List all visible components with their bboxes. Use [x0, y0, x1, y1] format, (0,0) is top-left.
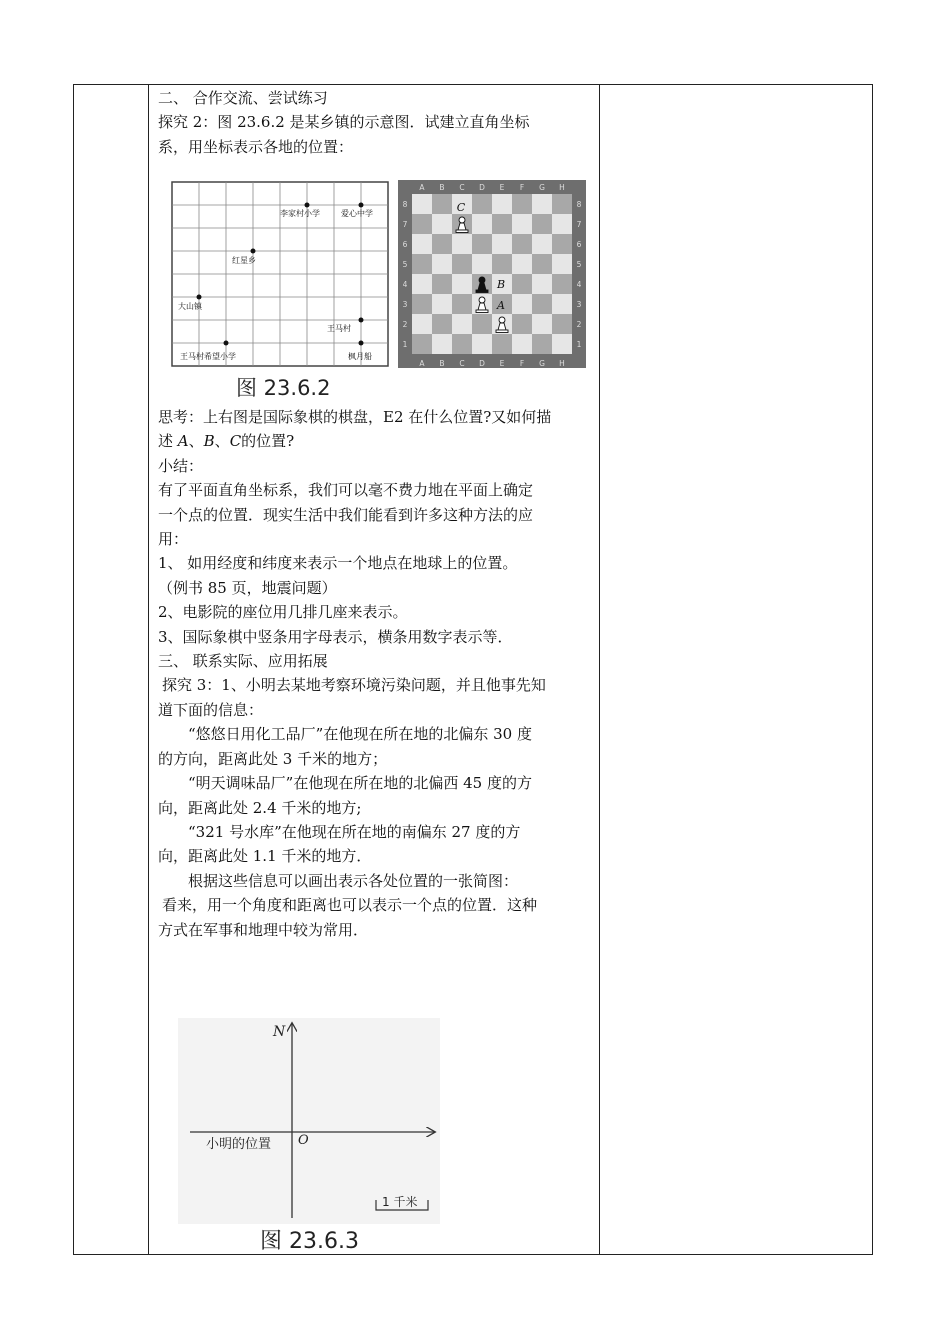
- chess-square: [552, 234, 572, 254]
- scale-label: 1 千米: [382, 1195, 418, 1209]
- chess-square: [532, 254, 552, 274]
- figure-caption-23-6-2: 图 23.6.2: [236, 376, 331, 400]
- chess-rank-label: 3: [576, 300, 582, 309]
- chess-square: [552, 294, 572, 314]
- conclude-line2: 方式在军事和地理中较为常用．: [158, 920, 369, 939]
- chess-square: [432, 334, 452, 354]
- label-lijiacun: 李家村小学: [280, 209, 320, 218]
- section2-heading: 二、 合作交流、尝试练习: [158, 89, 328, 107]
- label-hongxing: 红星乡: [232, 256, 256, 265]
- chess-square: [412, 314, 432, 334]
- summary-item1: 1、 如用经度和纬度来表示一个地点在地球上的位置。: [158, 554, 518, 573]
- lesson-content-2: [158, 405, 593, 942]
- info1-line1: “悠悠日用化工品厂”在他现在所在地的北偏东 30 度: [188, 725, 532, 744]
- chess-square: [432, 314, 452, 334]
- chess-square: [552, 334, 572, 354]
- town-map-figure: [170, 180, 392, 370]
- chess-square: [472, 234, 492, 254]
- chess-square: [492, 234, 512, 254]
- chess-square: [552, 254, 572, 274]
- chess-square: [472, 254, 492, 274]
- think-line2: 述 A、B、C的位置?: [158, 432, 295, 451]
- chess-label-a: A: [497, 299, 505, 312]
- info2-line2: 向，距离此处 2.4 千米的地方;: [158, 798, 362, 817]
- chess-rank-label: 6: [402, 240, 408, 249]
- chess-square: [492, 194, 512, 214]
- chess-file-label: D: [479, 359, 485, 368]
- chess-square: [472, 314, 492, 334]
- summary-p3: 用：: [158, 530, 189, 549]
- conclude-line1: 看来，用一个角度和距离也可以表示一个点的位置．这种: [162, 896, 538, 915]
- draw-sentence: 根据这些信息可以画出表示各处位置的一张简图：: [188, 871, 519, 890]
- chess-square: [412, 254, 432, 274]
- chess-rank-label: 8: [402, 200, 408, 209]
- chess-file-label: A: [419, 359, 425, 368]
- chess-file-label: H: [559, 183, 565, 192]
- chess-square: [512, 294, 532, 314]
- chess-file-label: B: [439, 359, 445, 368]
- chess-rank-label: 8: [576, 200, 582, 209]
- info3-line1: “321 号水库”在他现在所在地的南偏东 27 度的方: [188, 822, 521, 841]
- chess-square: [492, 334, 512, 354]
- chessboard-squares: [412, 194, 572, 354]
- chess-rank-label: 5: [402, 260, 408, 269]
- info3-line2: 向，距离此处 1.1 千米的地方．: [158, 847, 372, 866]
- north-label: N: [273, 1024, 286, 1040]
- label-aixin: 爱心中学: [341, 209, 373, 218]
- chess-square: [512, 194, 532, 214]
- summary-item3: 3、国际象棋中竖条用字母表示，横条用数字表示等．: [158, 627, 513, 646]
- think-line1: 思考：上右图是国际象棋的棋盘，E2 在什么位置?又如何描: [158, 408, 552, 426]
- info2-line1: “明天调味品厂”在他现在所在地的北偏西 45 度的方: [188, 774, 532, 793]
- point-lijiacun: [305, 203, 310, 208]
- point-dashan: [197, 295, 202, 300]
- chess-square: [452, 294, 472, 314]
- chess-square: [472, 334, 492, 354]
- chess-rank-label: 1: [576, 340, 582, 349]
- chess-square: [552, 274, 572, 294]
- chess-square: [452, 234, 472, 254]
- column-divider-1: [148, 85, 149, 1254]
- chess-square: [432, 254, 452, 274]
- chess-rank-label: 2: [402, 320, 408, 329]
- chess-square: [552, 314, 572, 334]
- chess-rank-label: 2: [576, 320, 582, 329]
- chess-file-label: H: [559, 359, 565, 368]
- chess-square: [452, 334, 472, 354]
- chess-square: [432, 194, 452, 214]
- chess-square: [412, 334, 432, 354]
- chess-rank-label: 4: [402, 280, 408, 289]
- point-fengyue: [359, 341, 364, 346]
- chess-rank-label: 7: [576, 220, 582, 229]
- chess-square: [532, 274, 552, 294]
- figure-caption-23-6-3: 图 23.6.3: [260, 1229, 359, 1254]
- chess-square: [492, 214, 512, 234]
- chess-square: [532, 334, 552, 354]
- chess-square: [412, 294, 432, 314]
- summary-p2: 一个点的位置．现实生活中我们能看到许多这种方法的应: [158, 505, 534, 524]
- summary-p1: 有了平面直角坐标系，我们可以毫不费力地在平面上确定: [158, 481, 534, 500]
- chess-square: [512, 334, 532, 354]
- chess-square: [512, 214, 532, 234]
- chess-file-label: G: [539, 359, 545, 368]
- chess-square: [532, 214, 552, 234]
- point-aixin: [359, 203, 364, 208]
- chess-file-label: F: [519, 183, 525, 192]
- chess-square: [552, 194, 572, 214]
- chess-square: [552, 214, 572, 234]
- summary-item2: 2、电影院的座位用几排几座来表示。: [158, 603, 408, 622]
- point-hongxing: [251, 249, 256, 254]
- direction-figure: [178, 1018, 440, 1224]
- point-wangma-school: [224, 341, 229, 346]
- chess-square: [492, 254, 512, 274]
- point-wangmacun: [359, 318, 364, 323]
- label-fengyue: 枫月船: [348, 352, 372, 361]
- chess-rank-label: 6: [576, 240, 582, 249]
- chess-square: [452, 314, 472, 334]
- chess-rank-label: 3: [402, 300, 408, 309]
- xiaoming-position-label: 小明的位置: [206, 1137, 272, 1152]
- chess-square: [432, 294, 452, 314]
- chess-square: [412, 214, 432, 234]
- chess-file-label: C: [459, 183, 465, 192]
- chess-label-b: B: [496, 278, 506, 291]
- origin-label: O: [298, 1133, 309, 1148]
- explore2-line2: 系，用坐标表示各地的位置：: [158, 137, 354, 156]
- chess-file-label: F: [519, 359, 525, 368]
- chess-file-label: B: [439, 183, 445, 192]
- chess-square: [532, 314, 552, 334]
- explore2-line1: 探究 2：图 23.6.2 是某乡镇的示意图．试建立直角坐标: [158, 113, 530, 132]
- chess-square: [472, 194, 492, 214]
- chess-square: [472, 214, 492, 234]
- chessboard-figure: [398, 180, 586, 368]
- chess-square: [512, 274, 532, 294]
- chess-square: [432, 234, 452, 254]
- chess-square: [532, 234, 552, 254]
- chess-rank-label: 1: [402, 340, 408, 349]
- chess-label-c: C: [456, 201, 466, 214]
- chess-square: [512, 314, 532, 334]
- summary-item1b: （例书 85 页，地震问题）: [158, 578, 337, 597]
- chess-file-label: E: [499, 183, 505, 192]
- chess-square: [512, 254, 532, 274]
- explore3-line1: 探究 3：1、小明去某地考察环境污染问题，并且他事先知: [162, 676, 546, 695]
- info1-line2: 的方向，距离此处 3 千米的地方；: [158, 749, 388, 768]
- chess-square: [512, 234, 532, 254]
- explore3-line2: 道下面的信息：: [158, 700, 264, 719]
- label-wangma-school: 王马村希望小学: [180, 352, 236, 361]
- chess-file-label: E: [499, 359, 505, 368]
- chess-square: [412, 274, 432, 294]
- chess-file-label: A: [419, 183, 425, 192]
- column-divider-2: [599, 85, 600, 1254]
- chess-rank-label: 5: [576, 260, 582, 269]
- chess-square: [532, 194, 552, 214]
- chess-rank-label: 4: [576, 280, 582, 289]
- chess-square: [432, 214, 452, 234]
- chess-rank-label: 7: [402, 220, 408, 229]
- label-wangmacun: 王马村: [327, 324, 351, 333]
- label-dashan: 大山镇: [178, 302, 202, 311]
- chess-file-label: C: [459, 359, 465, 368]
- chess-square: [412, 234, 432, 254]
- chess-square: [432, 274, 452, 294]
- lesson-content: [158, 86, 593, 159]
- chess-square: [452, 274, 472, 294]
- chess-file-label: D: [479, 183, 485, 192]
- chess-square: [412, 194, 432, 214]
- section3-heading: 三、 联系实际、应用拓展: [158, 652, 328, 671]
- chess-square: [452, 254, 472, 274]
- figure-background: [178, 1018, 440, 1224]
- chess-square: [532, 294, 552, 314]
- chess-file-label: G: [539, 183, 545, 192]
- summary-title: 小结：: [158, 456, 204, 475]
